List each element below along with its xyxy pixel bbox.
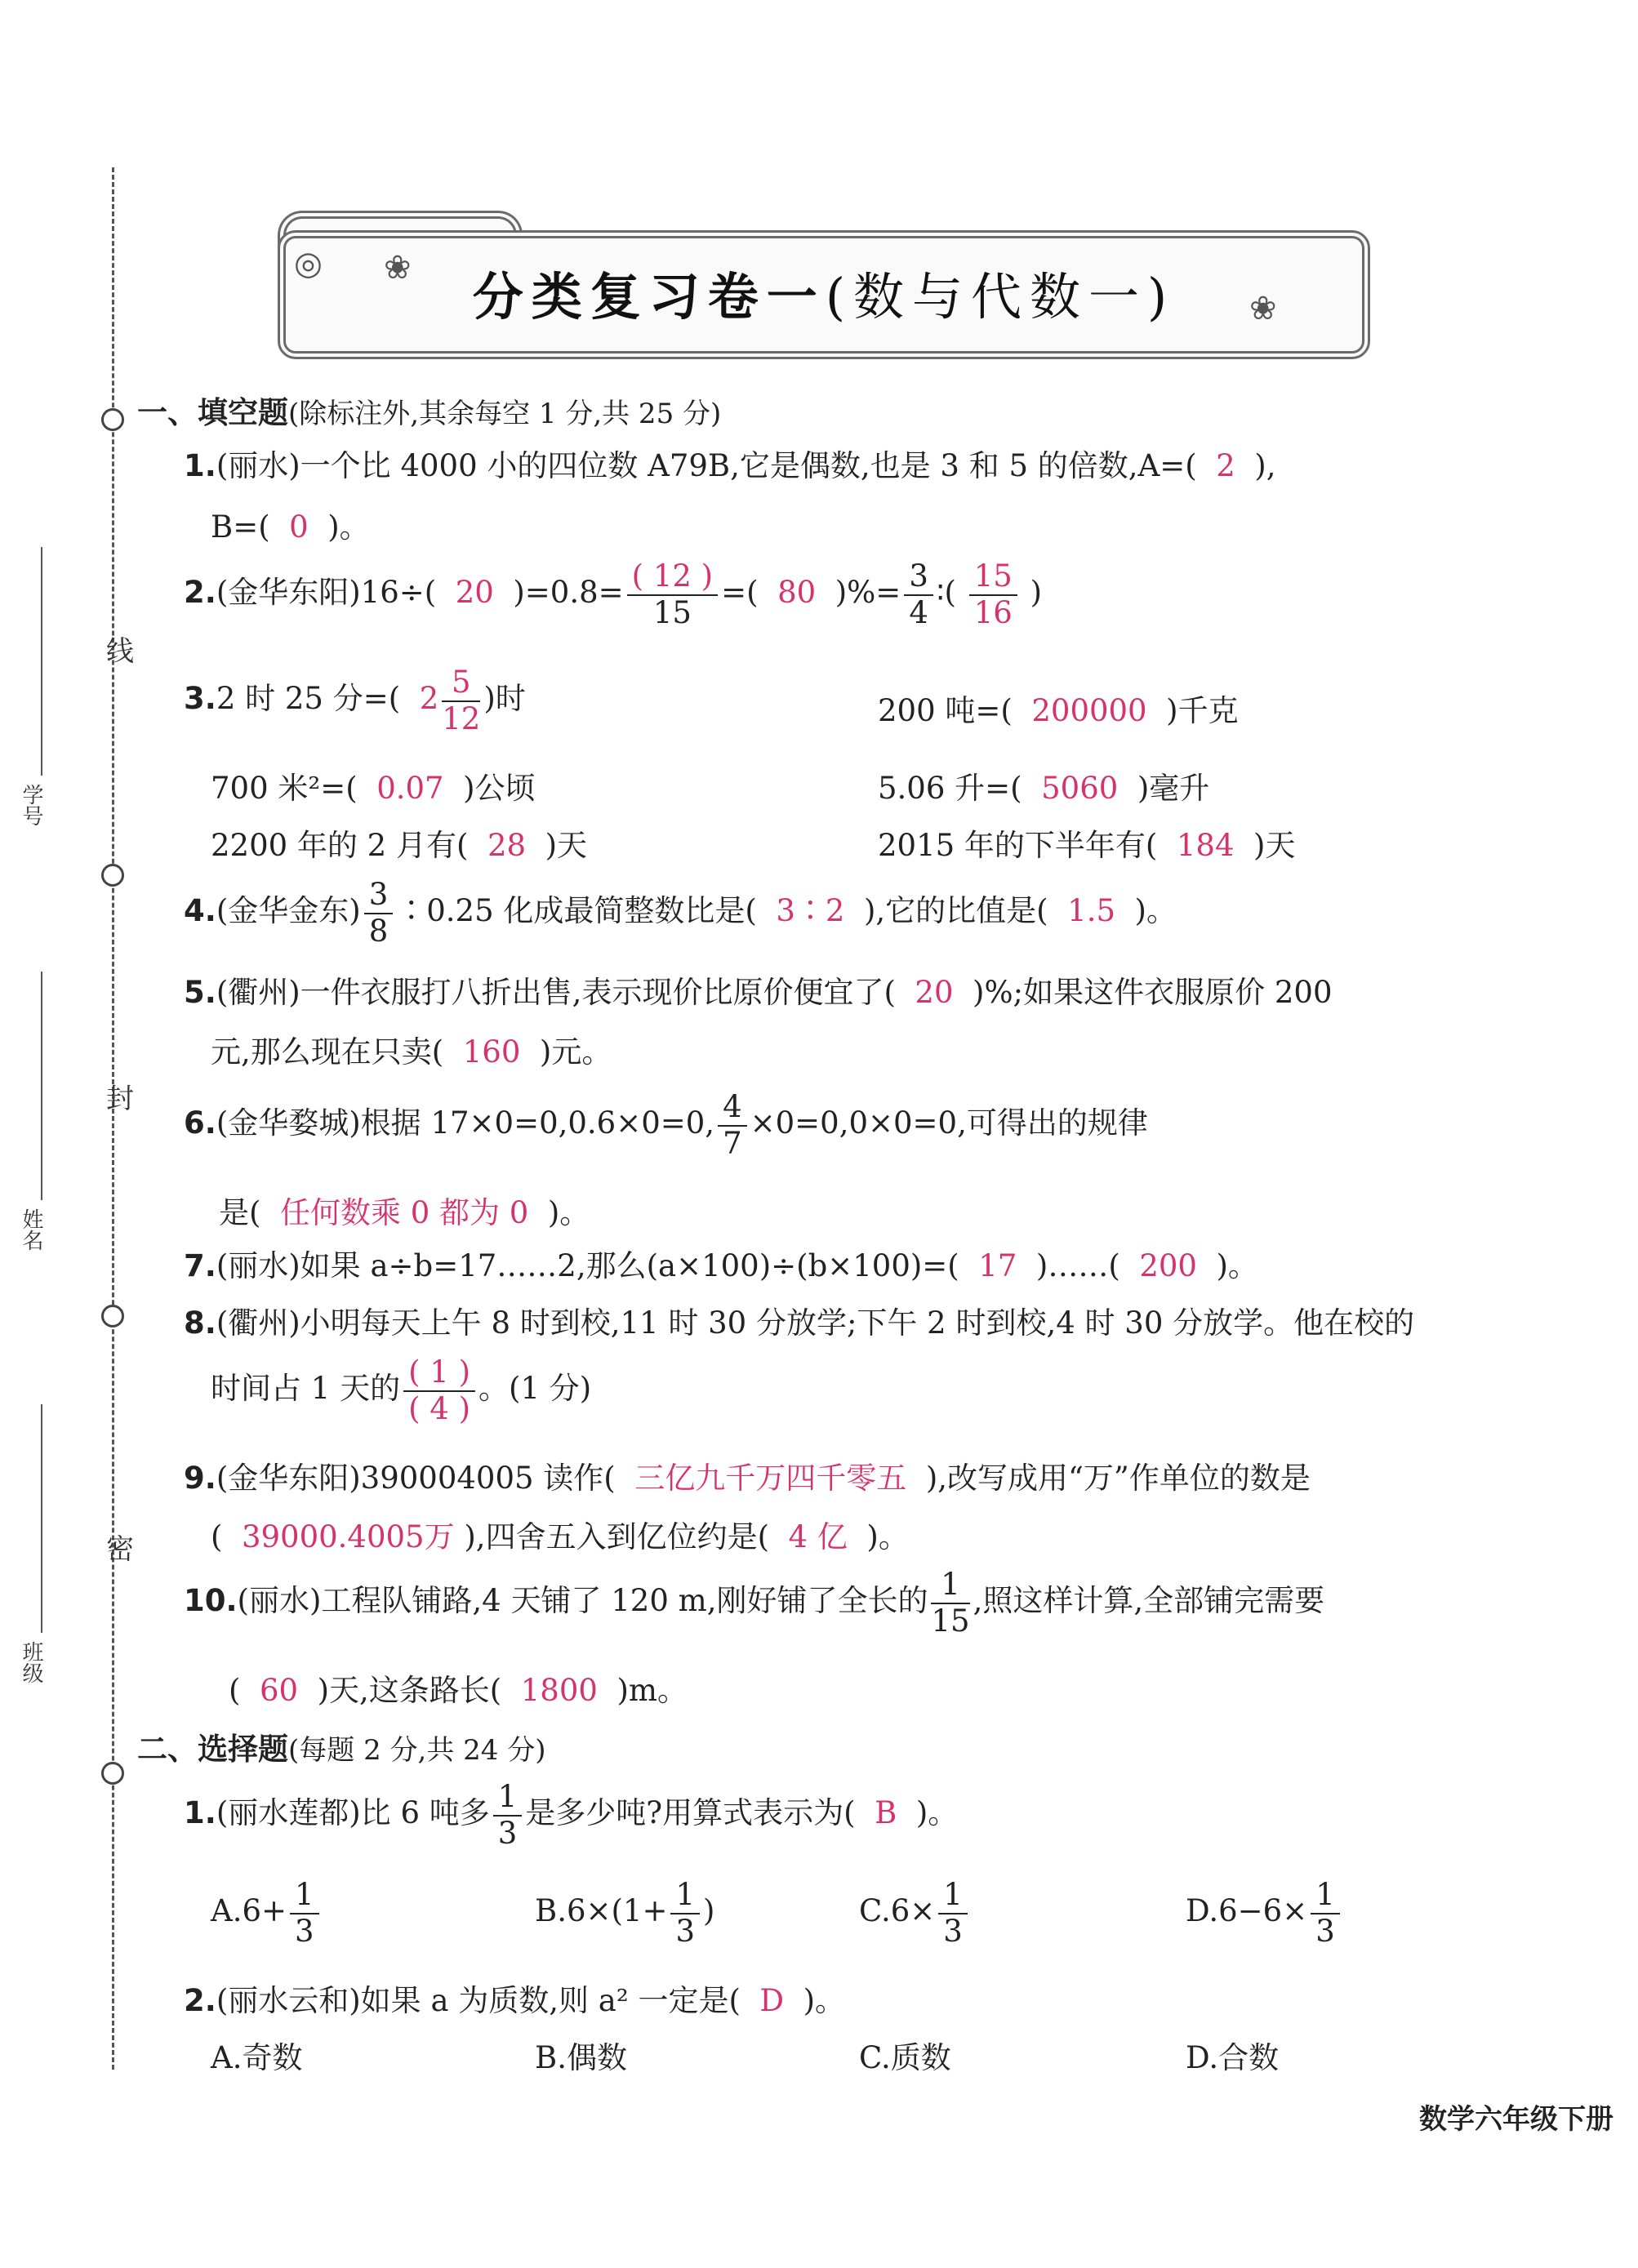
- binding-hole: [101, 408, 124, 431]
- fraction: $\frac{1}{3}$: [1311, 1878, 1340, 1949]
- question-3-row1-right: 200 吨=( 200000 )千克: [878, 693, 1239, 728]
- fraction: $\frac{4}{7}$: [718, 1090, 747, 1161]
- binding-hole: [101, 1762, 124, 1785]
- binding-char-seal: 封: [106, 1083, 134, 1115]
- question-10-cont: ( 60 )天,这条路长( 1800 )m。: [229, 1673, 688, 1708]
- choice-2-option-b: B.偶数: [535, 2040, 627, 2075]
- fraction: $\frac{( 12 )}{15}$: [627, 559, 718, 630]
- binding-char-secret: 密: [106, 1533, 134, 1566]
- fraction: $\frac{3}{8}$: [364, 878, 394, 949]
- question-5: 5.(衢州)一件衣服打八折出售,表示现价比原价便宜了( 20 )%;如果这件衣服原价 200: [184, 975, 1333, 1010]
- footer-label: 数学六年级下册: [1419, 2103, 1614, 2136]
- choice-1-option-c: C.6× $\frac{1}{3}$: [859, 1878, 971, 1949]
- fraction: $\frac{1}{3}$: [493, 1780, 523, 1851]
- question-6: 6.(金华婺城)根据 17×0=0,0.6×0=0, $\frac{4}{7}$ ×0=0,0×0=0,可得出的规律: [184, 1089, 1148, 1161]
- question-6-cont: 是( 任何数乘 0 都为 0 )。: [219, 1195, 590, 1230]
- question-4: 4.(金华金东) $\frac{3}{8}$ ∶0.25 化成最简整数比是( 3∶2 ),它的比值是( 1.5 )。: [184, 877, 1177, 949]
- choice-1: 1.(丽水莲都)比 6 吨多 $\frac{1}{3}$ 是多少吨?用算式表示为( B )。: [184, 1779, 959, 1851]
- question-8: 8.(衢州)小明每天上午 8 时到校,11 时 30 分放学;下午 2 时到校,4 时 30 分放学。他在校的: [184, 1305, 1415, 1341]
- question-9: 9.(金华东阳)390004005 读作( 三亿九千万四千零五 ),改写成用“万”作单位的数是: [184, 1461, 1311, 1496]
- question-7: 7.(丽水)如果 a÷b=17……2,那么(a×100)÷(b×100)=( 17 )……( 200 )。: [184, 1248, 1258, 1283]
- class-label: 班级: [19, 1641, 43, 1683]
- class-rule: [41, 1404, 42, 1633]
- fraction: $\frac{3}{4}$: [904, 559, 933, 630]
- choice-1-option-b: B.6×(1+ $\frac{1}{3}$ ): [535, 1877, 715, 1949]
- question-3-row2: 700 米²=( 0.07 )公顷: [211, 771, 536, 806]
- fraction: $\frac{1}{15}$: [931, 1567, 970, 1639]
- page-title: 分类复习卷一(数与代数一): [472, 267, 1176, 327]
- question-3-row2-right: 5.06 升=( 5060 )毫升: [878, 771, 1210, 806]
- binding-char-line: 线: [106, 635, 134, 668]
- question-8-cont: 时间占 1 天的 $\frac{( 1 )}{( 4 )}$ 。(1 分): [211, 1354, 592, 1426]
- question-3-row3: 2200 年的 2 月有( 28 )天: [211, 828, 588, 863]
- question-3-row1: 3.2 时 25 分=( 2 $\frac{5}{12}$ )时: [184, 665, 526, 736]
- fraction: $\frac{1}{3}$: [938, 1878, 968, 1949]
- student-number-rule: [41, 547, 42, 776]
- flower-icon: ❀: [384, 249, 412, 287]
- ring-icon: ◎: [294, 245, 323, 282]
- choice-1-option-a: A.6+ $\frac{1}{3}$: [211, 1878, 323, 1949]
- section-2-heading: 二、选择题(每题 2 分,共 24 分): [137, 1732, 546, 1767]
- choice-2-option-d: D.合数: [1186, 2040, 1280, 2075]
- name-label: 姓名: [19, 1208, 43, 1251]
- binding-hole: [101, 1305, 124, 1327]
- fraction: $\frac{5}{12}$: [442, 665, 481, 736]
- title-banner: [278, 230, 1370, 359]
- fraction: $\frac{1}{3}$: [290, 1878, 319, 1949]
- section-1-heading: 一、填空题(除标注外,其余每空 1 分,共 25 分): [137, 395, 722, 430]
- question-1-cont: B=( 0 )。: [211, 509, 370, 545]
- choice-2: 2.(丽水云和)如果 a 为质数,则 a² 一定是( D )。: [184, 1983, 846, 2018]
- question-10: 10.(丽水)工程队铺路,4 天铺了 120 m,刚好铺了全长的 $\frac{1}{15}$ ,照这样计算,全部铺完需要: [184, 1567, 1325, 1639]
- question-5-cont: 元,那么现在只卖( 160 )元。: [211, 1034, 612, 1070]
- choice-1-option-d: D.6−6× $\frac{1}{3}$: [1186, 1878, 1343, 1949]
- binding-hole: [101, 864, 124, 887]
- fraction: $\frac{1}{3}$: [670, 1878, 700, 1949]
- question-2: 2.(金华东阳)16÷( 20 )=0.8= $\frac{( 12 )}{15}$ =( 80 )%= $\frac{3}{4}$ ∶( $\frac{15}{16}$ ): [184, 558, 1043, 630]
- choice-2-option-c: C.质数: [859, 2040, 951, 2075]
- question-1: 1.(丽水)一个比 4000 小的四位数 A79B,它是偶数,也是 3 和 5 的倍数,A=( 2 ),: [184, 448, 1276, 483]
- fraction: $\frac{15}{16}$: [969, 559, 1017, 630]
- flower-icon: ❀: [1249, 290, 1277, 327]
- fraction: $\frac{( 1 )}{( 4 )}$: [403, 1355, 475, 1426]
- name-rule: [41, 972, 42, 1200]
- student-number-label: 学号: [19, 784, 43, 826]
- question-3-row3-right: 2015 年的下半年有( 184 )天: [878, 828, 1296, 863]
- choice-2-option-a: A.奇数: [211, 2040, 303, 2075]
- question-9-cont: ( 39000.4005万 ),四舍五入到亿位约是( 4 亿 )。: [211, 1519, 909, 1554]
